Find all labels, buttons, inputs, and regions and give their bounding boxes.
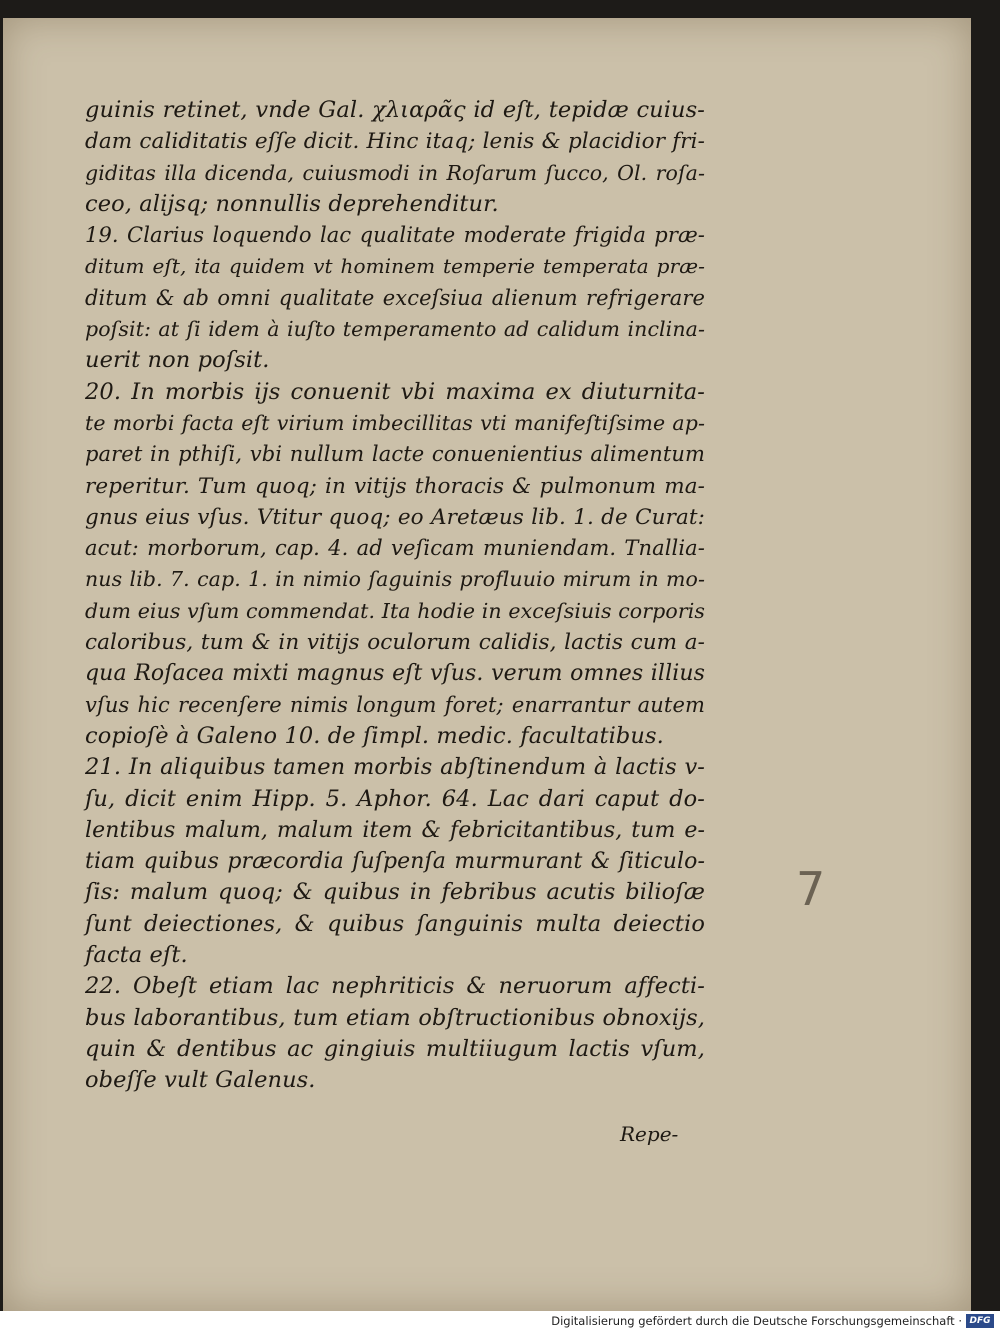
text-line: vſus hic recenſere nimis longum foret; enarrantur autem (85, 692, 705, 717)
funding-notice: Digitalisierung gefördert durch die Deutsche Forschungsgemeinschaft · (551, 1314, 962, 1328)
text-line: dum eius vſum commendat. Ita hodie in exceſsiuis corporis (85, 598, 705, 623)
text-line: ſu, dicit enim Hipp. 5. Aphor. 64. Lac dari caput do- (85, 785, 705, 812)
text-line: ſunt deiectiones, & quibus ſanguinis multa deiectio (85, 910, 705, 937)
text-line: dam caliditatis eſſe dicit. Hinc itaq; lenis & placidior fri- (85, 129, 705, 155)
text-line: guinis retinet, vnde Gal. χλιαρᾶς id eſt, tepidæ cuius- (85, 97, 705, 123)
text-line: ſis: malum quoq; & quibus in febribus acutis bilioſæ (85, 879, 705, 906)
text-line: uerit non poſsit. (85, 347, 270, 374)
footer-bar (0, 1311, 1000, 1332)
text-line: ditum & ab omni qualitate exceſsiua alienum refrigerare (85, 285, 705, 310)
text-line: ditum eſt, ita quidem vt hominem temperie temperata præ- (85, 254, 705, 279)
text-line: te morbi facta eſt virium imbecillitas vti manifeſtiſsime ap- (85, 410, 705, 435)
text-line: nus lib. 7. cap. 1. in nimio ſaguinis profluuio mirum in mo- (85, 567, 705, 592)
text-line: gnus eius vſus. Vtitur quoq; eo Aretæus lib. 1. de Curat: (85, 504, 705, 530)
text-line: bus laborantibus, tum etiam obſtructionibus obnoxijs, (85, 1004, 705, 1031)
text-line: lentibus malum, malum item & febricitantibus, tum e- (85, 817, 705, 843)
text-line: paret in pthiſi, vbi nullum lacte conuenientius alimentum (85, 442, 705, 467)
text-line: obeſſe vult Galenus. (85, 1067, 316, 1094)
text-line: quin & dentibus ac gingiuis multiiugum lactis vſum, (85, 1035, 705, 1062)
text-line: giditas illa dicenda, cuiusmodi in Roſarum ſucco, Ol. roſa- (85, 160, 705, 185)
text-line: qua Roſacea mixti magnus eſt vſus. verum omnes illius (85, 661, 705, 687)
text-line: reperitur. Tum quoq; in vitijs thoracis & pulmonum ma- (85, 473, 705, 499)
text-line: 22. Obeſt etiam lac nephriticis & neruorum affecti- (85, 973, 705, 1000)
text-line: 20. In morbis ijs conuenit vbi maxima ex diuturnita- (85, 378, 705, 405)
text-line: 21. In aliquibus tamen morbis abſtinendum à lactis v- (85, 754, 705, 781)
text-line: ceo, alijsq; nonnullis deprehenditur. (85, 190, 499, 217)
catchword: Repe- (620, 1122, 679, 1146)
text-line: acut: morborum, cap. 4. ad veſicam muniendam. Tnallia- (85, 536, 705, 561)
dfg-logo: DFG (966, 1314, 994, 1328)
text-line: 19. Clarius loquendo lac qualitate moderate frigida præ- (85, 223, 705, 248)
text-line: facta eſt. (85, 942, 188, 969)
text-line: caloribus, tum & in vitijs oculorum calidis, lactis cum a- (85, 630, 705, 656)
page-text-body (85, 95, 705, 1097)
text-line: poſsit: at ſi idem à iuſto temperamento ad calidum inclina- (85, 317, 705, 342)
text-line: copioſè à Galeno 10. de ſimpl. medic. facultatibus. (85, 722, 664, 749)
margin-pencil-mark: 7 (796, 862, 826, 916)
text-line: tiam quibus præcordia ſuſpenſa murmurant & ſiticulo- (85, 849, 705, 875)
